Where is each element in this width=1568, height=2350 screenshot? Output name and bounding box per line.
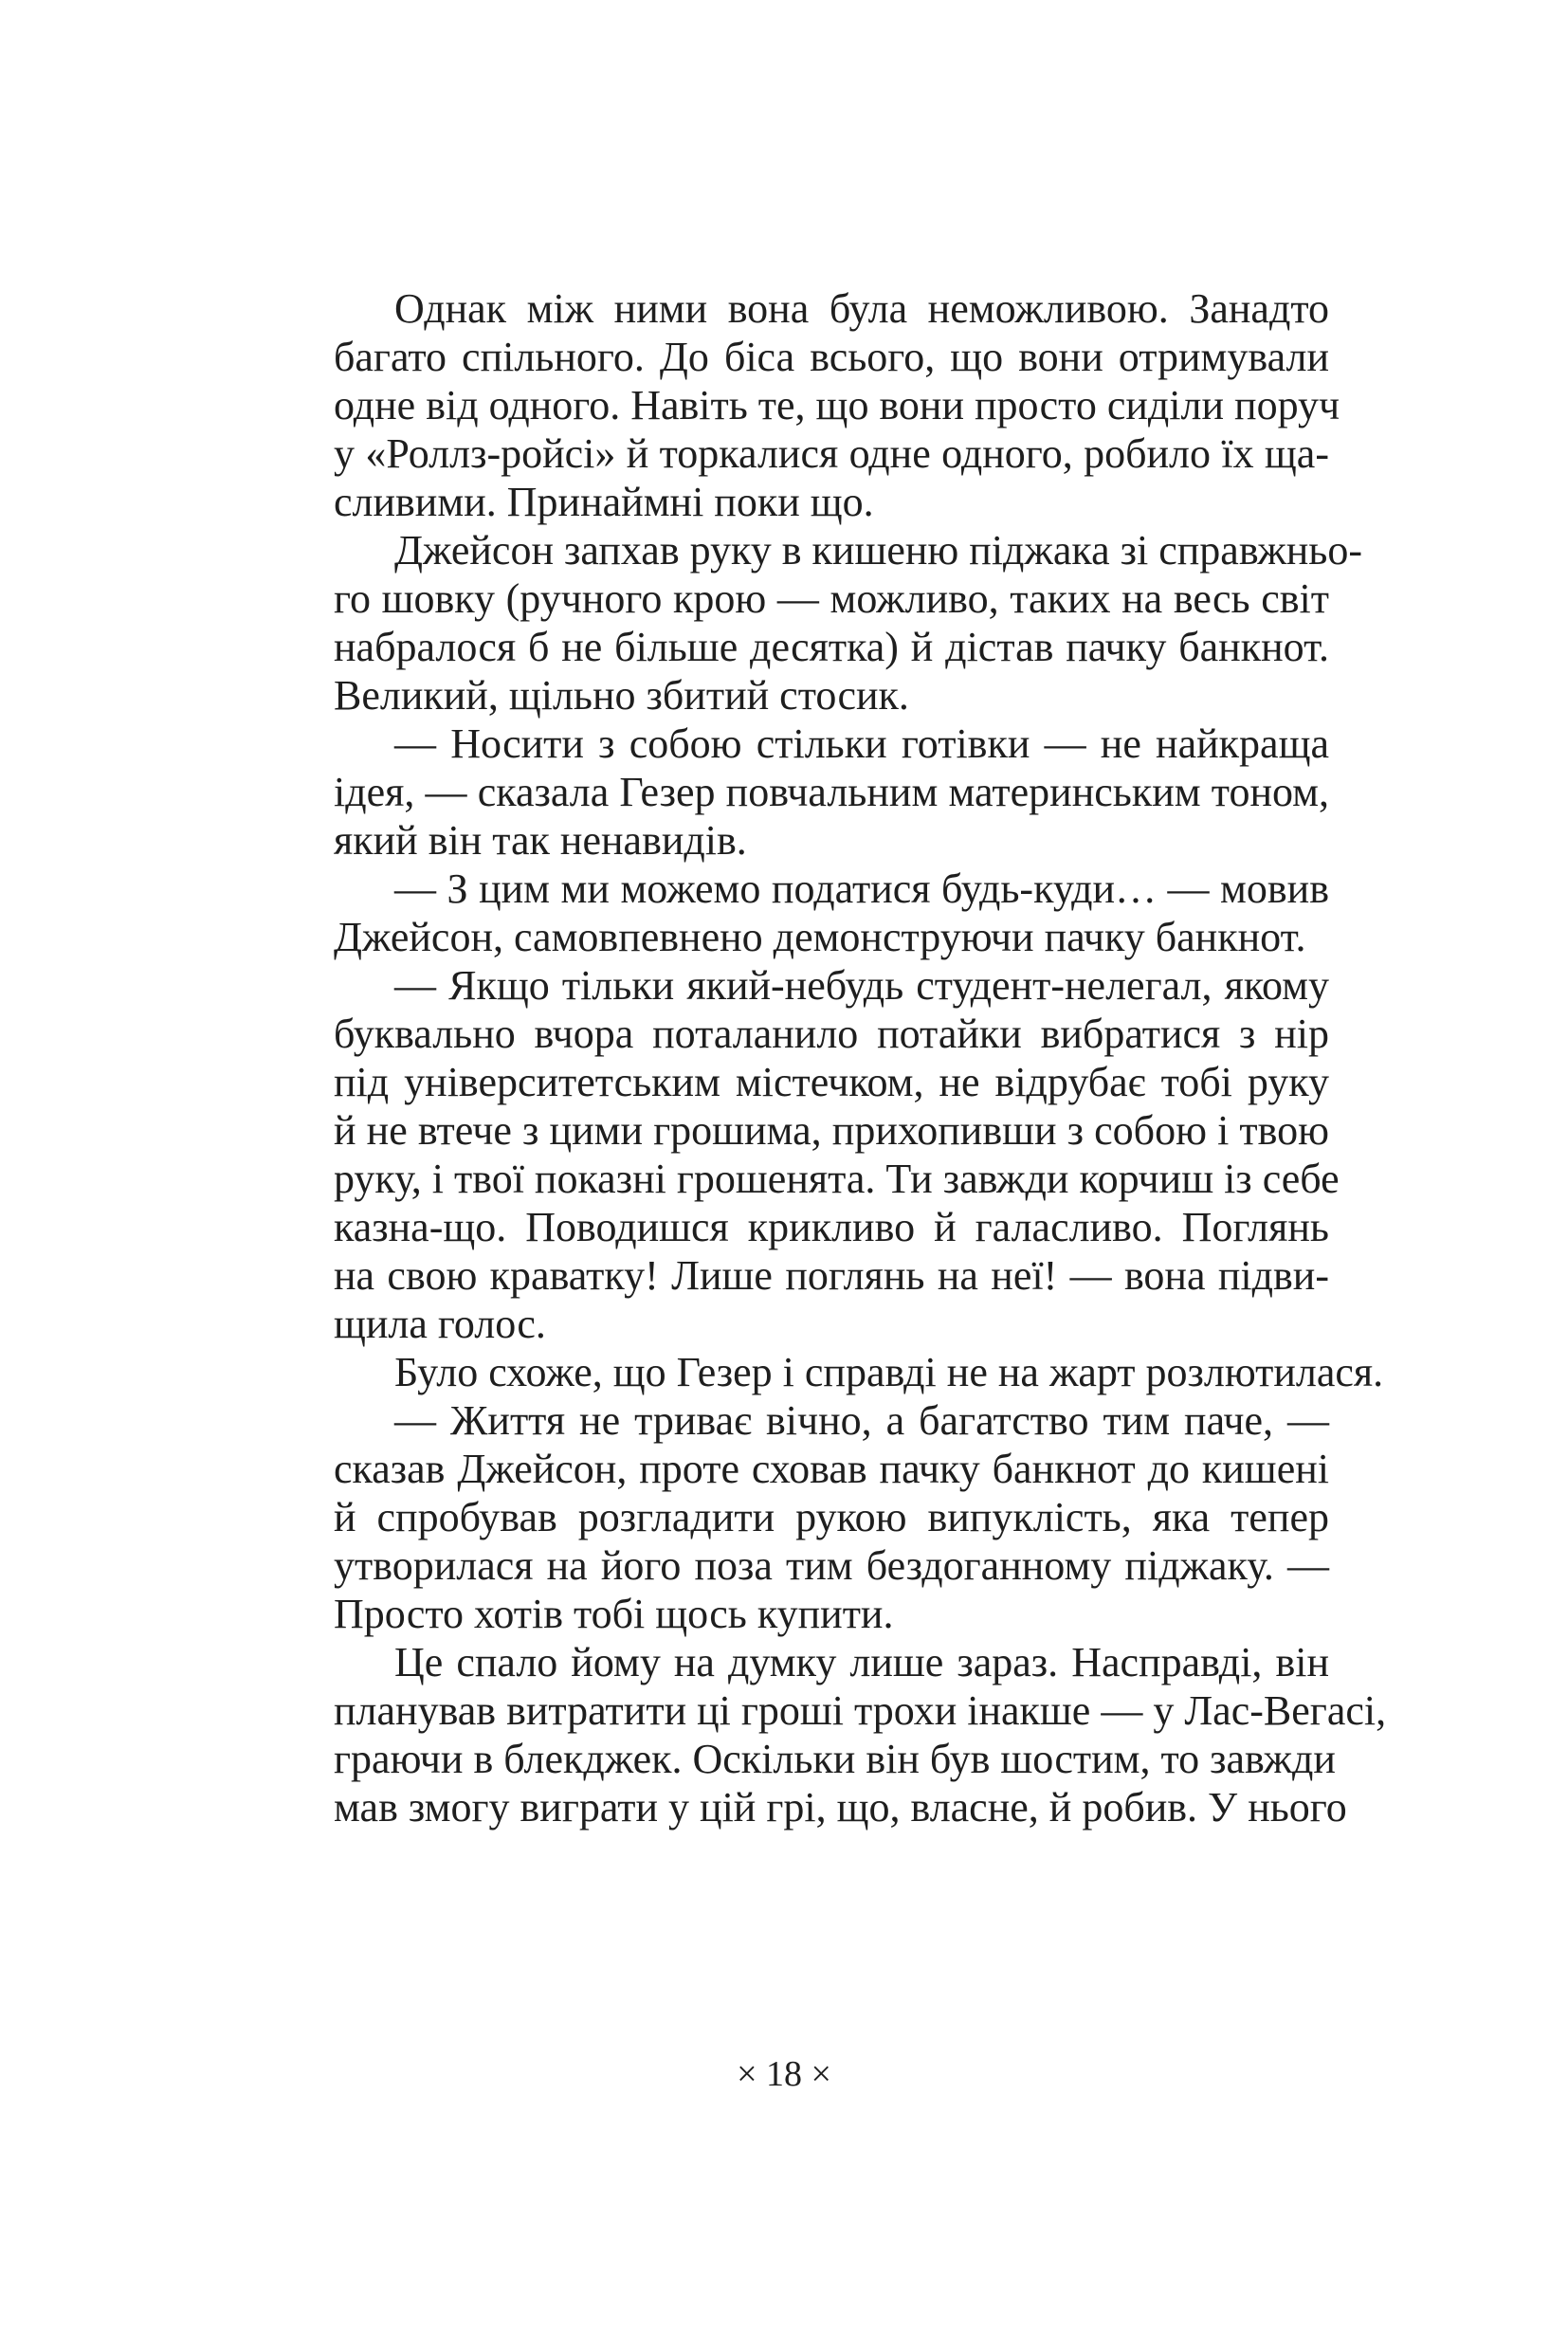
text-line: Великий, щільно збитий стосик. (334, 672, 909, 719)
text-line: й не втече з цими грошима, прихопивши з собою і твою (334, 1107, 1329, 1154)
text-line: набралося б не більше десятка) й дістав пачку банкнот. (334, 624, 1329, 670)
text-line: Джейсон, самовпевнено демонструючи пачку банкнот. (334, 914, 1306, 960)
text-line: під університетським містечком, не відрубає тобі руку (334, 1059, 1329, 1105)
text-line: у «Роллз-ройсі» й торкалися одне одного, робило їх ща- (334, 430, 1329, 477)
text-line: багато спільного. До біса всього, що вони отримували (334, 334, 1329, 380)
text-line: — Носити з собою стільки готівки — не найкраща (394, 720, 1329, 767)
text-line: буквально вчора поталанило потайки вибратися з нір (334, 1011, 1329, 1057)
text-line: Це спало йому на думку лише зараз. Насправді, він (394, 1639, 1329, 1685)
paragraph (334, 1348, 1384, 1396)
paragraph (334, 720, 1329, 865)
text-line: на свою краватку! Лише поглянь на неї! — вона підви- (334, 1252, 1329, 1299)
text-line: казна-що. Поводишся крикливо й галасливо. Поглянь (334, 1204, 1329, 1250)
text-line: одне від одного. Навіть те, що вони просто сиділи поруч (334, 382, 1340, 428)
text-line: який він так ненавидів. (334, 817, 747, 864)
paragraph (334, 526, 1363, 720)
text-line: — Життя не триває вічно, а багатство тим паче, — (394, 1397, 1329, 1444)
text-line: щила голос. (334, 1301, 546, 1347)
text-line: сливими. Принаймні поки що. (334, 479, 874, 525)
text-line: — Якщо тільки який-небудь студент-нелегал, якому (394, 962, 1329, 1009)
text-line: мав змогу виграти у цій грі, що, власне, й робив. У нього (334, 1784, 1347, 1831)
paragraph (334, 284, 1340, 526)
page-number: × 18 × (737, 2054, 831, 2094)
paragraph (334, 1396, 1329, 1638)
text-line: й спробував розгладити рукою випуклість, яка тепер (334, 1494, 1329, 1540)
paragraph (334, 865, 1329, 961)
paragraph (334, 1638, 1387, 1831)
text-line: го шовку (ручного крою — можливо, таких на весь світ (334, 575, 1329, 622)
text-line: Джейсон запхав руку в кишеню піджака зі справжньо- (394, 527, 1363, 574)
text-line: планував витратити ці гроші трохи інакше — у Лас-Вегасі, (334, 1687, 1387, 1734)
text-line: Просто хотів тобі щось купити. (334, 1591, 894, 1637)
text-line: граючи в блекджек. Оскільки він був шостим, то завжди (334, 1736, 1336, 1782)
text-line: Було схоже, що Гезер і справді не на жарт розлютилася. (394, 1349, 1384, 1395)
text-line: — З цим ми можемо податися будь-куди… — мовив (394, 865, 1329, 912)
text-line: утворилася на його поза тим бездоганному піджаку. — (334, 1542, 1329, 1589)
text-line: Однак між ними вона була неможливою. Занадто (394, 285, 1329, 332)
text-line: руку, і твої показні грошенята. Ти завжди корчиш із себе (334, 1156, 1340, 1202)
text-line: ідея, — сказала Гезер повчальним материнським тоном, (334, 769, 1329, 815)
text-line: сказав Джейсон, проте сховав пачку банкнот до кишені (334, 1446, 1329, 1492)
paragraph (334, 961, 1340, 1348)
body-text (334, 284, 1387, 1831)
